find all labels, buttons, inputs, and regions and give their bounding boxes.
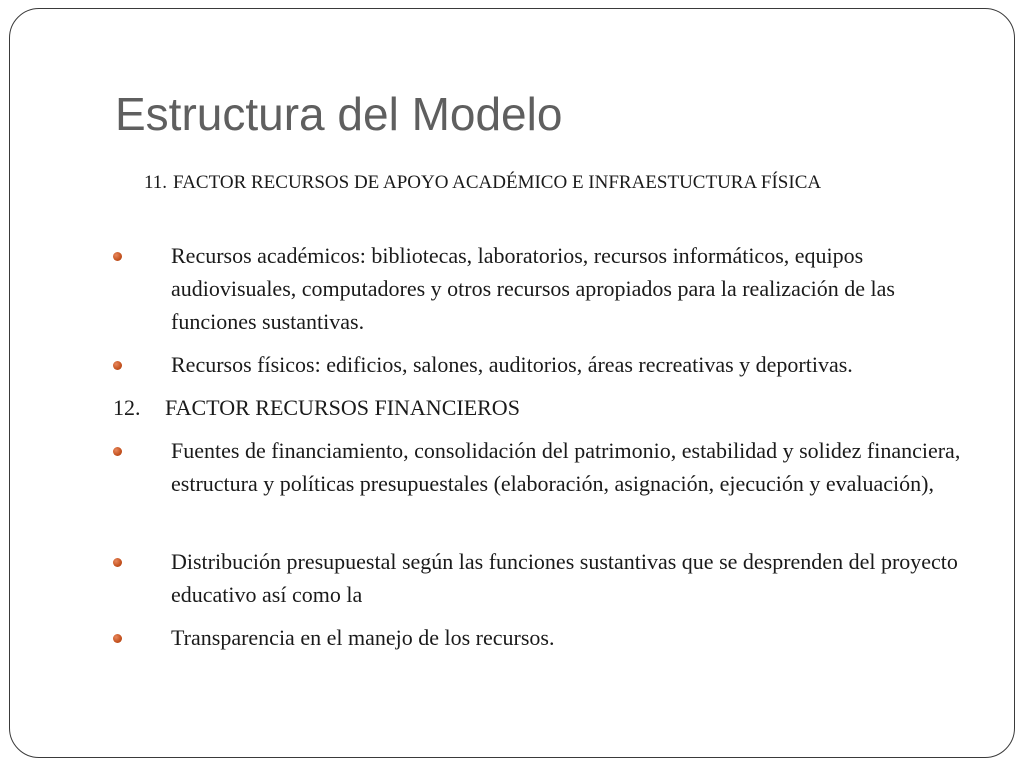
bullet-icon	[113, 447, 122, 456]
bullet-text: Fuentes de financiamiento, consolidación del patrimonio, estabilidad y solidez financiera, estructura y políticas presupuestales (elaboración, asignación, ejecución y evaluación),	[171, 438, 961, 496]
factor-12-heading	[113, 391, 520, 424]
slide-title: Estructura del Modelo	[115, 88, 563, 140]
bullet-icon	[113, 558, 122, 567]
bullet-text: Distribución presupuestal según las funciones sustantivas que se desprenden del proyecto educativo así como la	[171, 549, 958, 607]
bullet-icon	[113, 361, 122, 370]
bullet-text: Recursos académicos: bibliotecas, laboratorios, recursos informáticos, equipos audiovisuales, computadores y otros recursos apropiados para la realización de las funciones sustantivas.	[171, 243, 895, 334]
bullet-icon	[113, 634, 122, 643]
bullet-text: Recursos físicos: edificios, salones, auditorios, áreas recreativas y deportivas.	[171, 352, 853, 377]
factor-12-title: FACTOR RECURSOS FINANCIEROS	[165, 395, 520, 420]
factor-11-title: FACTOR RECURSOS DE APOYO ACADÉMICO E INFRAESTUCTURA FÍSICA	[173, 172, 822, 193]
factor-11-heading	[144, 168, 934, 198]
bullet-icon	[113, 252, 122, 261]
bullet-text: Transparencia en el manejo de los recursos.	[171, 625, 555, 650]
factor-11-number: 11.	[144, 172, 168, 193]
factor-12-number: 12.	[113, 395, 141, 420]
